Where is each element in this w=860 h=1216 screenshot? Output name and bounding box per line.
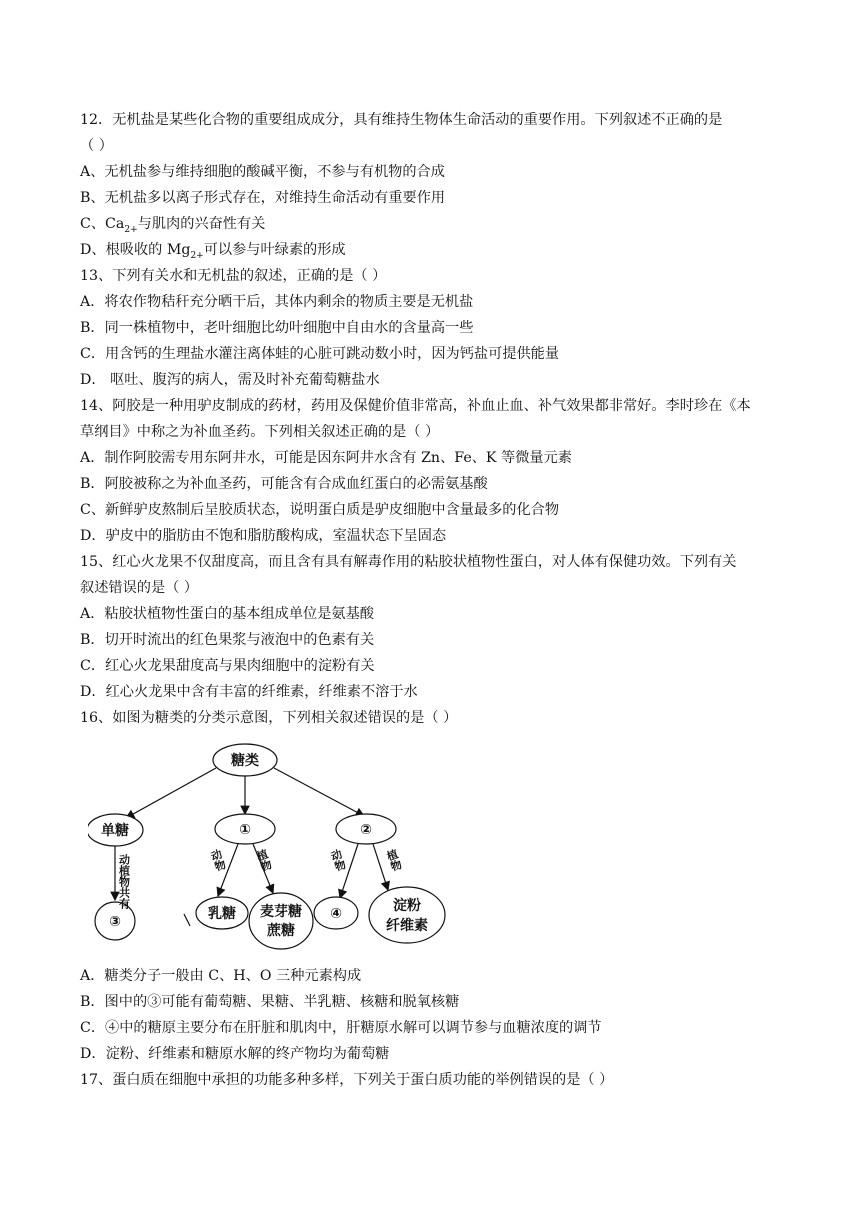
edge-root-n2 — [274, 768, 364, 816]
q12-c-post: 与肌肉的兴奋性有关 — [137, 216, 266, 232]
node-root-label: 糖类 — [231, 753, 259, 769]
edge-label-n1-animal: 动物 — [207, 847, 228, 873]
q16-option-b: B．图中的③可能有葡萄糖、果糖、半乳糖、核糖和脱氧核糖 — [80, 994, 460, 1010]
q13-option-a: A．将农作物秸秆充分晒干后，其体内剩余的物质主要是无机盐 — [80, 294, 474, 310]
q16-option-c: C．④中的糖原主要分布在肝脏和肌肉中，肝糖原水解可以调节参与血糖浓度的调节 — [80, 1020, 602, 1036]
node-starch-label: 淀粉 — [393, 898, 421, 914]
edge-label-common: 动植物共有 — [117, 854, 131, 909]
q16-option-a: A．糖类分子一般由 C、H、O 三种元素构成 — [80, 968, 362, 984]
edge-label-n2-plant: 植物 — [383, 847, 404, 873]
q16-option-d: D．淀粉、纤维素和糖原水解的终产物均为葡萄糖 — [80, 1046, 390, 1062]
q15-option-c: C．红心火龙果甜度高与果肉细胞中的淀粉有关 — [80, 658, 375, 674]
q12-option-b: B、无机盐多以离子形式存在，对维持生命活动有重要作用 — [80, 190, 446, 206]
q17-stem: 17、蛋白质在细胞中承担的功能多种多样，下列关于蛋白质功能的举例错误的是（ ） — [80, 1072, 614, 1088]
q14-option-d: D．驴皮中的脂肪由不饱和脂肪酸构成，室温状态下呈固态 — [80, 528, 447, 544]
q15-option-d: D．红心火龙果中含有丰富的纤维素，纤维素不溶于水 — [80, 684, 418, 700]
q12-option-a: A、无机盐参与维持细胞的酸碱平衡，不参与有机物的合成 — [80, 164, 445, 180]
q15-stem-line1: 15、红心火龙果不仅甜度高，而且含有具有解毒作用的粘胶状植物性蛋白，对人体有保健功效。下列有关 — [80, 554, 737, 570]
edge-label-n2-animal: 动物 — [327, 847, 348, 873]
q15-option-b: B．切开时流出的红色果浆与液泡中的色素有关 — [80, 632, 375, 648]
q14-stem-line1: 14、阿胶是一种用驴皮制成的药材，药用及保健价值非常高，补血止血、补气效果都非常好。李时珍在《本 — [80, 398, 751, 414]
q12-option-d — [80, 240, 780, 266]
node-3-label: ③ — [109, 914, 121, 930]
q12-c-sub: 2+ — [124, 224, 138, 235]
q14-option-a: A．制作阿胶需专用东阿井水，可能是因东阿井水含有 Zn、Fe、K 等微量元素 — [80, 450, 572, 466]
q14-option-c: C、新鲜驴皮熬制后呈胶质状态，说明蛋白质是驴皮细胞中含量最多的化合物 — [80, 502, 560, 518]
node-maltose-shape — [249, 893, 313, 949]
q13-option-c: C．用含钙的生理盐水灌注离体蛙的心脏可跳动数小时，因为钙盐可提供能量 — [80, 346, 560, 362]
q12-d-sub: 2+ — [190, 250, 204, 261]
q14-option-b: B．阿胶被称之为补血圣药，可能含有合成血红蛋白的必需氨基酸 — [80, 476, 488, 492]
decorative-tick — [184, 914, 190, 926]
edge-n2-n4 — [340, 844, 358, 898]
node-mono-label: 单糖 — [101, 823, 129, 839]
q13-stem: 13、下列有关水和无机盐的叙述，正确的是（ ） — [80, 268, 387, 284]
q12-c-pre: C、Ca — [80, 216, 125, 232]
node-starch-shape — [369, 887, 445, 943]
q13-option-b: B．同一株植物中，老叶细胞比幼叶细胞中自由水的含量高一些 — [80, 320, 474, 336]
node-sucrose-label: 蔗糖 — [267, 923, 295, 939]
q15-option-a: A．粘胶状植物性蛋白的基本组成单位是氨基酸 — [80, 606, 374, 622]
q15-stem-line2: 叙述错误的是（ ） — [80, 580, 199, 596]
node-lactose-label: 乳糖 — [208, 906, 236, 922]
node-cellulose-label: 纤维素 — [386, 918, 428, 934]
node-2-label: ② — [360, 822, 372, 838]
edge-label-n1-plant: 植物 — [253, 847, 274, 873]
q16-stem: 16、如图为糖类的分类示意图，下列相关叙述错误的是（ ） — [80, 710, 458, 726]
q12-stem: 12．无机盐是某些化合物的重要组成成分，具有维持生物体生命活动的重要作用。下列叙述不正确的是 — [80, 112, 723, 128]
q13-option-d: D． 呕吐、腹泻的病人，需及时补充葡萄糖盐水 — [80, 372, 380, 388]
q12-d-pre: D、根吸收的 Mg — [80, 242, 191, 258]
q12-option-c — [80, 214, 780, 240]
node-1-label: ① — [239, 822, 251, 838]
q12-paren: （ ） — [80, 138, 113, 154]
edge-root-mono — [126, 768, 216, 818]
node-4-label: ④ — [330, 906, 342, 922]
sugar-classification-diagram — [88, 738, 468, 950]
q12-d-post: 可以参与叶绿素的形成 — [203, 242, 346, 258]
q14-stem-line2: 草纲目》中称之为补血圣药。下列相关叙述正确的是（ ） — [80, 424, 440, 440]
node-maltose-label: 麦芽糖 — [260, 904, 302, 920]
